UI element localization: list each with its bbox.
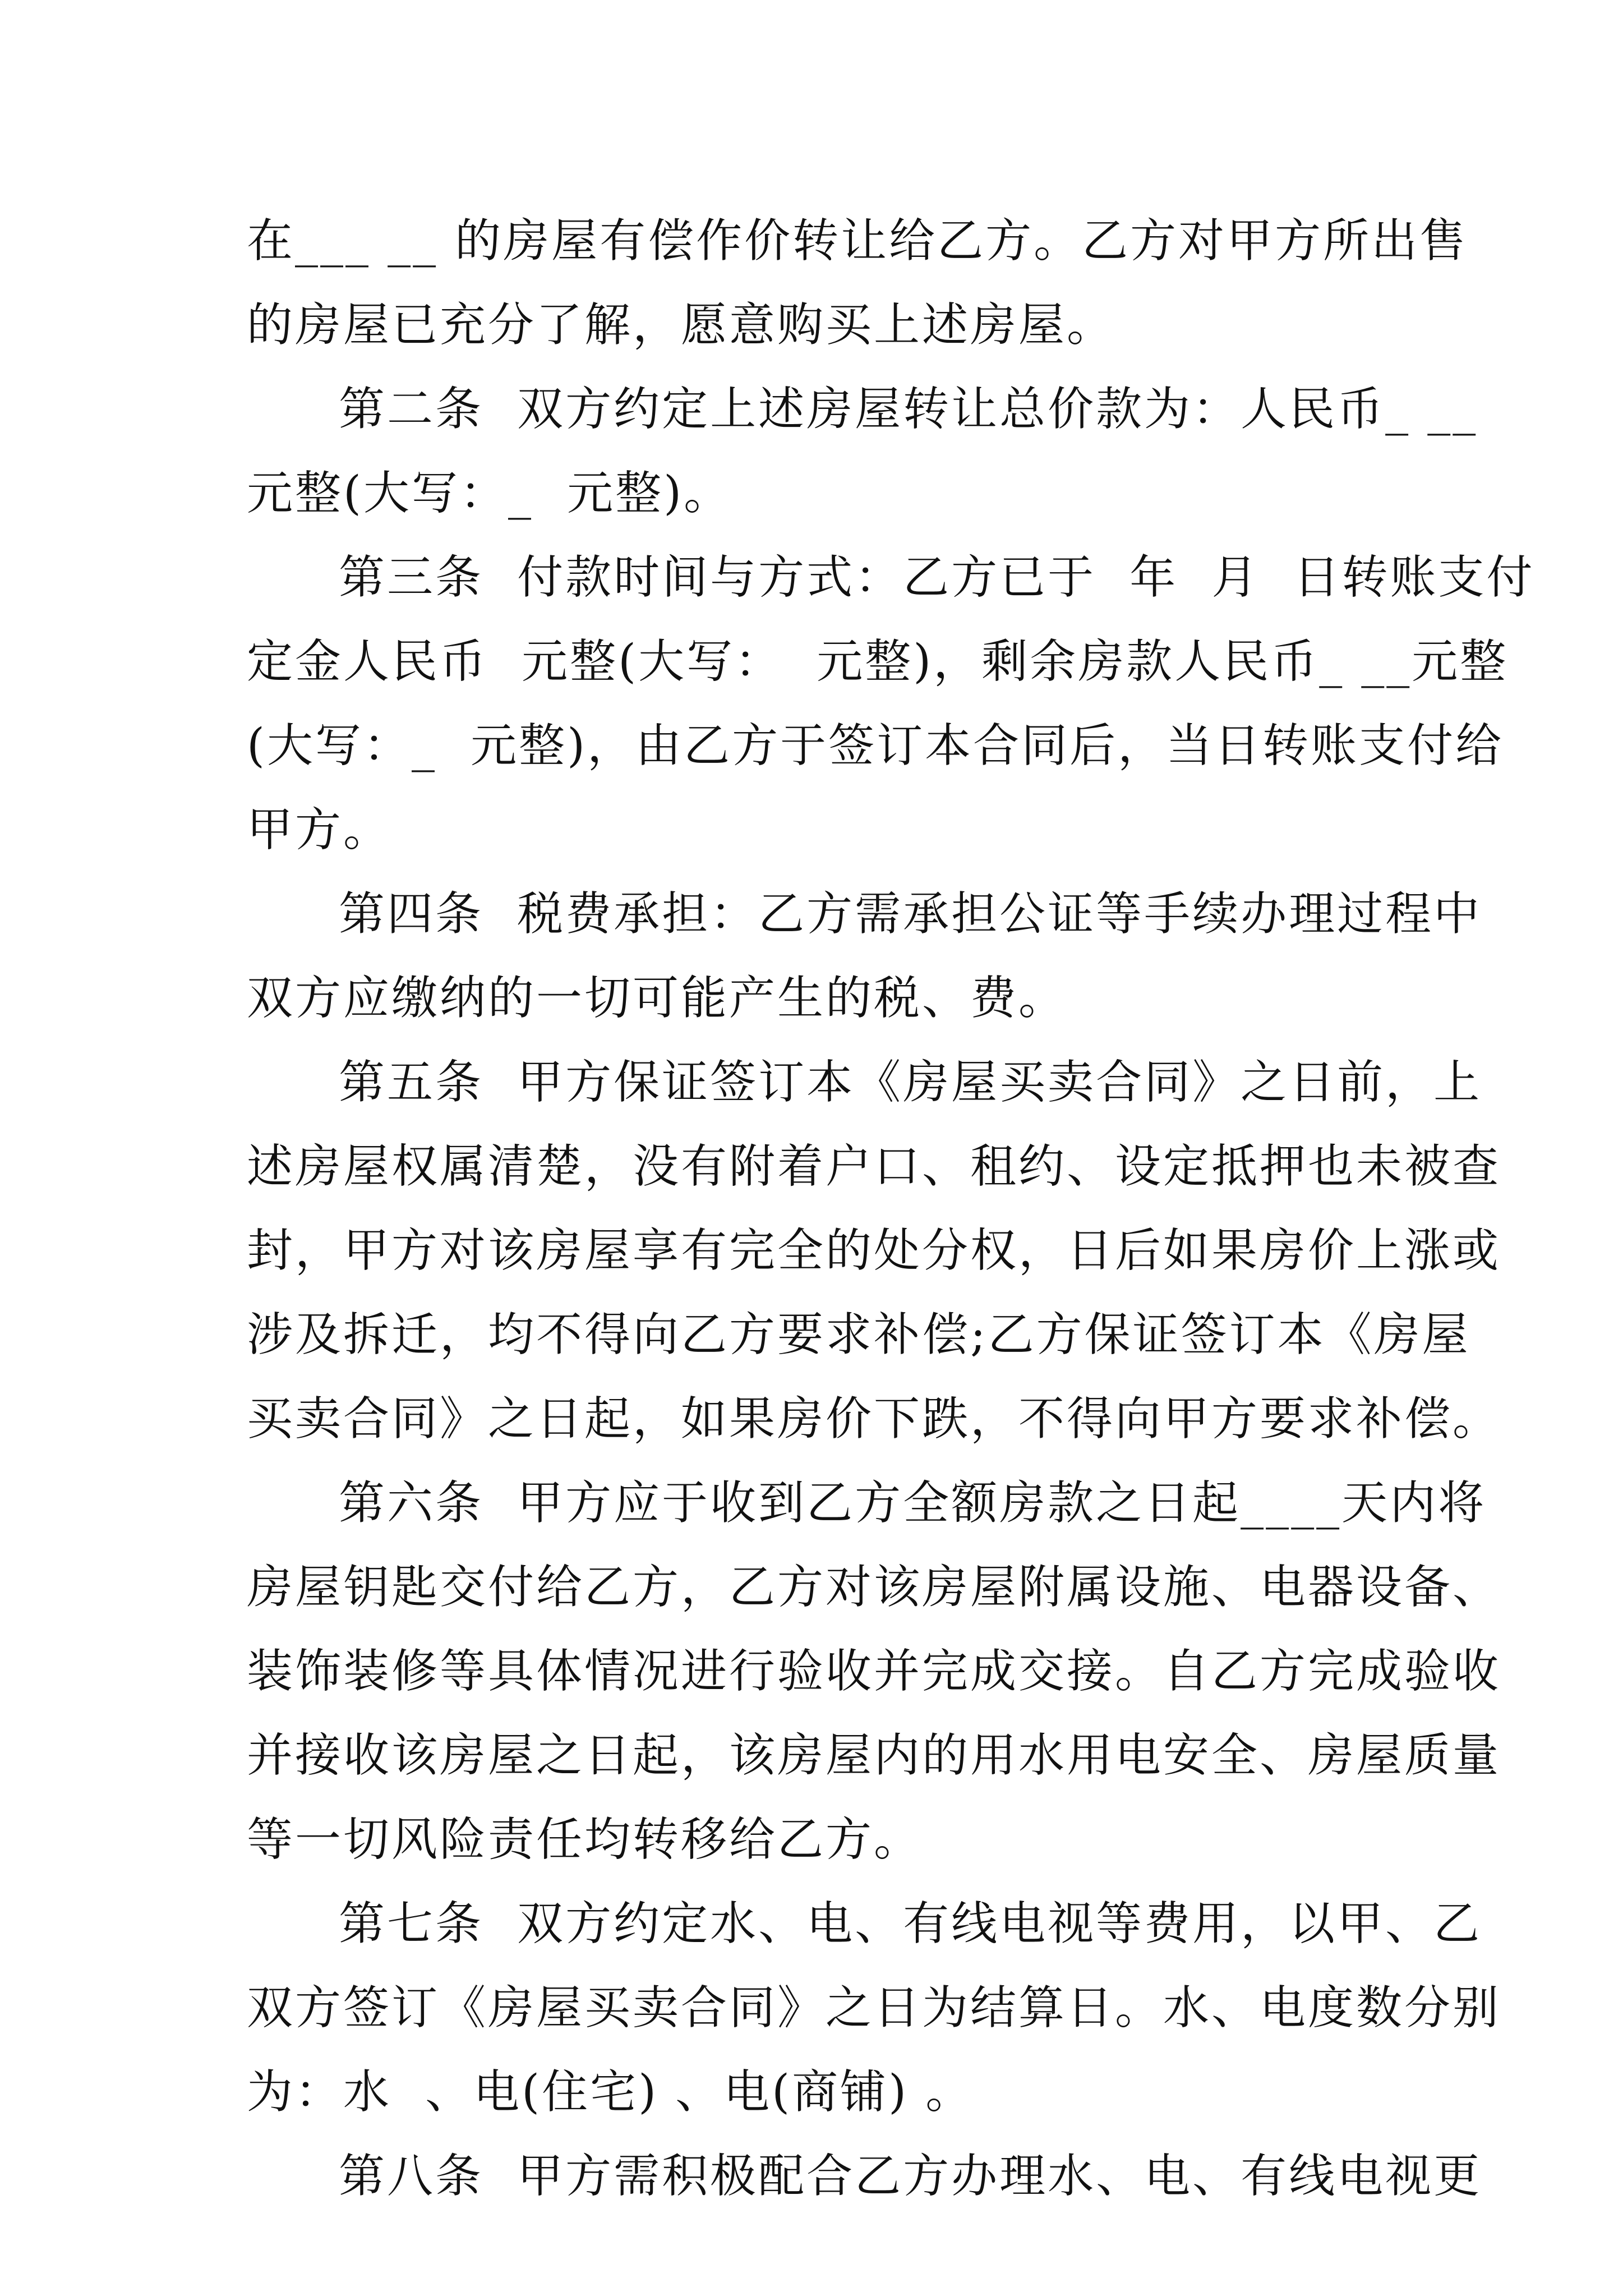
- paragraph-p3: [247, 536, 1535, 872]
- text-line: 在___ __ 的房屋有偿作价转让给乙方。乙方对甲方所出售: [247, 214, 1468, 268]
- text-line: 第二条 双方约定上述房屋转让总价款为：人民币_ __: [339, 383, 1478, 436]
- text-line: 第五条 甲方保证签订本《房屋买卖合同》之日前，上: [339, 1056, 1482, 1109]
- text-line: 元整(大写：_ 元整)。: [247, 467, 732, 520]
- document-body: [247, 199, 1535, 2219]
- text-line: 第三条 付款时间与方式：乙方已于 年 月 日转账支付: [339, 551, 1535, 604]
- paragraph-p6: [247, 1461, 1501, 1882]
- text-line: 房屋钥匙交付给乙方，乙方对该房屋附属设施、电器设备、: [247, 1561, 1501, 1614]
- text-line: (大写：_ 元整)，由乙方于签订本合同后，当日转账支付给: [247, 719, 1504, 772]
- paragraph-p5: [247, 1041, 1501, 1461]
- text-line: 的房屋已充分了解，愿意购买上述房屋。: [247, 298, 1115, 352]
- text-line: 第六条 甲方应于收到乙方全额房款之日起____天内将: [339, 1476, 1487, 1530]
- text-line: 并接收该房屋之日起，该房屋内的用水用电安全、房屋质量: [247, 1729, 1501, 1782]
- paragraph-p0: [247, 199, 1468, 367]
- text-line: 第七条 双方约定水、电、有线电视等费用，以甲、乙: [339, 1897, 1482, 1950]
- text-line: 涉及拆迁，均不得向乙方要求补偿;乙方保证签订本《房屋: [247, 1308, 1470, 1361]
- text-line: 等一切风险责任均转移给乙方。: [247, 1813, 923, 1866]
- text-line: 买卖合同》之日起，如果房价下跌，不得向甲方要求补偿。: [247, 1392, 1501, 1446]
- text-line: 第四条 税费承担：乙方需承担公证等手续办理过程中: [339, 887, 1482, 941]
- paragraph-p4: [247, 872, 1482, 1041]
- text-line: 封，甲方对该房屋享有完全的处分权，日后如果房价上涨或: [247, 1224, 1501, 1277]
- paragraph-p8: [247, 2134, 1482, 2219]
- paragraph-p2: [247, 367, 1478, 536]
- paragraph-p7: [247, 1882, 1501, 2134]
- text-line: 为：水 、电(住宅) 、电(商铺) 。: [247, 2065, 974, 2119]
- text-line: 双方应缴纳的一切可能产生的税、费。: [247, 972, 1067, 1025]
- text-line: 定金人民币 元整(大写： 元整)，剩余房款人民币_ __元整: [247, 635, 1509, 688]
- text-line: 述房屋权属清楚，没有附着户口、租约、设定抵押也未被查: [247, 1140, 1501, 1193]
- text-line: 双方签订《房屋买卖合同》之日为结算日。水、电度数分别: [247, 1981, 1501, 2035]
- text-line: 甲方。: [247, 803, 392, 857]
- text-line: 第八条 甲方需积极配合乙方办理水、电、有线电视更: [339, 2150, 1482, 2203]
- text-line: 装饰装修等具体情况进行验收并完成交接。自乙方完成验收: [247, 1645, 1501, 1698]
